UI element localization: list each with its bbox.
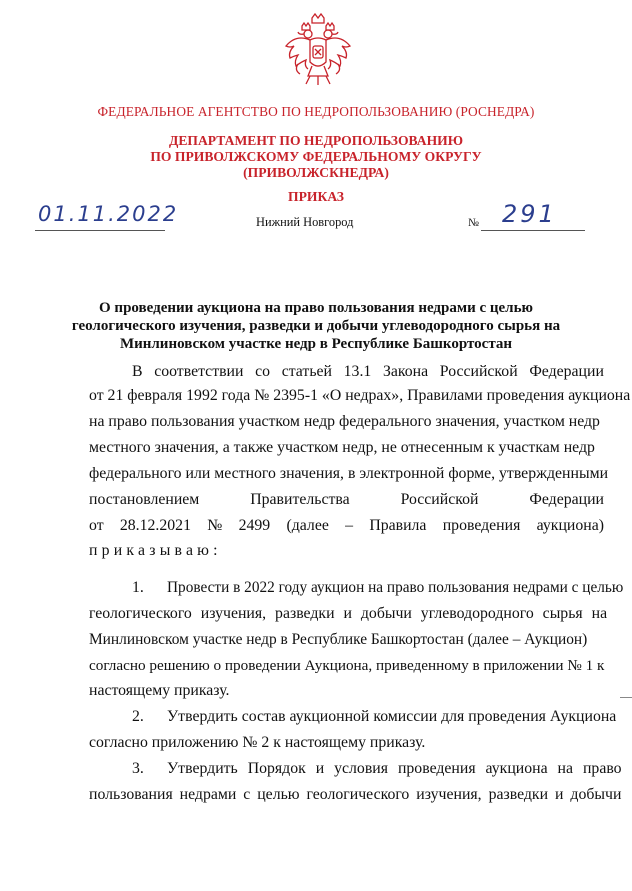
subject-line-2: геологического изучения, разведки и добычи углеводородного сырья на — [71, 318, 561, 334]
word: проведения — [442, 517, 521, 534]
city-name: Нижний Новгород — [256, 215, 354, 229]
handwritten-order-number: 291 — [502, 200, 557, 228]
word: Российской — [439, 363, 518, 380]
item-1-number: 1. — [132, 579, 144, 596]
item-1-line-2: геологического изучения, разведки и добычи углеводородного сырья на — [89, 605, 608, 622]
word: от — [89, 517, 104, 534]
word: Федерации — [529, 363, 604, 380]
department-line-2: ПО ПРИВОЛЖСКОМУ ФЕДЕРАЛЬНОМУ ОКРУГУ — [150, 149, 482, 164]
word: – — [345, 517, 354, 534]
item-2-line-2: согласно приложению № 2 к настоящему приказу. — [89, 734, 426, 751]
word: статьей — [281, 363, 332, 380]
word: Российской — [400, 491, 479, 508]
intro-line-2: от 21 февраля 1992 года № 2395-1 «О недрах», Правилами проведения аукциона — [89, 387, 631, 404]
item-3-first-line: Утвердить Порядок и условия проведения аукциона на право — [167, 760, 622, 777]
number-underline — [481, 230, 585, 231]
word: соответствии — [154, 363, 244, 380]
word: 13.1 — [343, 363, 372, 380]
item-3-number: 3. — [132, 760, 144, 777]
date-underline — [35, 230, 165, 231]
word: аукциона) — [536, 517, 604, 534]
department-line-3: (ПРИВОЛЖСКНЕДРА) — [243, 165, 389, 180]
word: Правила — [369, 517, 427, 534]
item-1-line-3: Минлиновском участке недр в Республике Башкортостан (далее – Аукцион) — [89, 631, 588, 648]
word: Правительства — [250, 491, 350, 508]
item-1-line-5: настоящему приказу. — [89, 682, 230, 699]
word: 28.12.2021 — [119, 517, 191, 534]
intro-line-6 — [89, 490, 604, 510]
handwritten-date: 01.11.2022 — [38, 202, 179, 226]
order-word: приказываю: — [89, 542, 222, 559]
word: Закона — [382, 363, 429, 380]
department-line-1: ДЕПАРТАМЕНТ ПО НЕДРОПОЛЬЗОВАНИЮ — [168, 133, 464, 148]
intro-line-5: федерального или местного значения, в электронной форме, утвержденными — [89, 465, 609, 482]
item-2-number: 2. — [132, 708, 144, 725]
intro-line-4: местного значения, а также участком недр, не отнесенным к участкам недр — [89, 439, 595, 456]
item-3-line-2: пользования недрами с целью геологического изучения, разведки и добычи — [89, 786, 622, 803]
coat-of-arms-icon — [280, 12, 356, 94]
agency-name: ФЕДЕРАЛЬНОЕ АГЕНТСТВО ПО НЕДРОПОЛЬЗОВАНИЮ (РОСНЕДРА) — [97, 104, 535, 119]
word: № — [207, 517, 223, 534]
intro-line-3: на право пользования участком недр федерального значения, участком недр — [89, 413, 600, 430]
intro-first-line — [132, 362, 604, 382]
subject-line-1: О проведении аукциона на право пользования недрами с целью — [99, 300, 533, 316]
word: В — [132, 363, 143, 380]
word: постановлением — [89, 491, 200, 508]
subject-line-3: Минлиновском участке недр в Республике Башкортостан — [119, 336, 513, 352]
item-1-first-line: Провести в 2022 году аукцион на право пользования недрами с целью — [167, 579, 624, 596]
item-1-line-4: согласно решению о проведении Аукциона, приведенному в приложении № 1 к — [89, 657, 605, 674]
margin-mark — [620, 697, 632, 698]
item-2-first-line: Утвердить состав аукционной комиссии для проведения Аукциона — [167, 708, 617, 725]
word: (далее — [286, 517, 329, 534]
word: со — [255, 363, 271, 380]
word: 2499 — [238, 517, 271, 534]
number-sign: № — [468, 217, 479, 229]
document-type: ПРИКАЗ — [288, 189, 344, 204]
intro-line-7 — [89, 516, 604, 536]
word: Федерации — [529, 491, 604, 508]
